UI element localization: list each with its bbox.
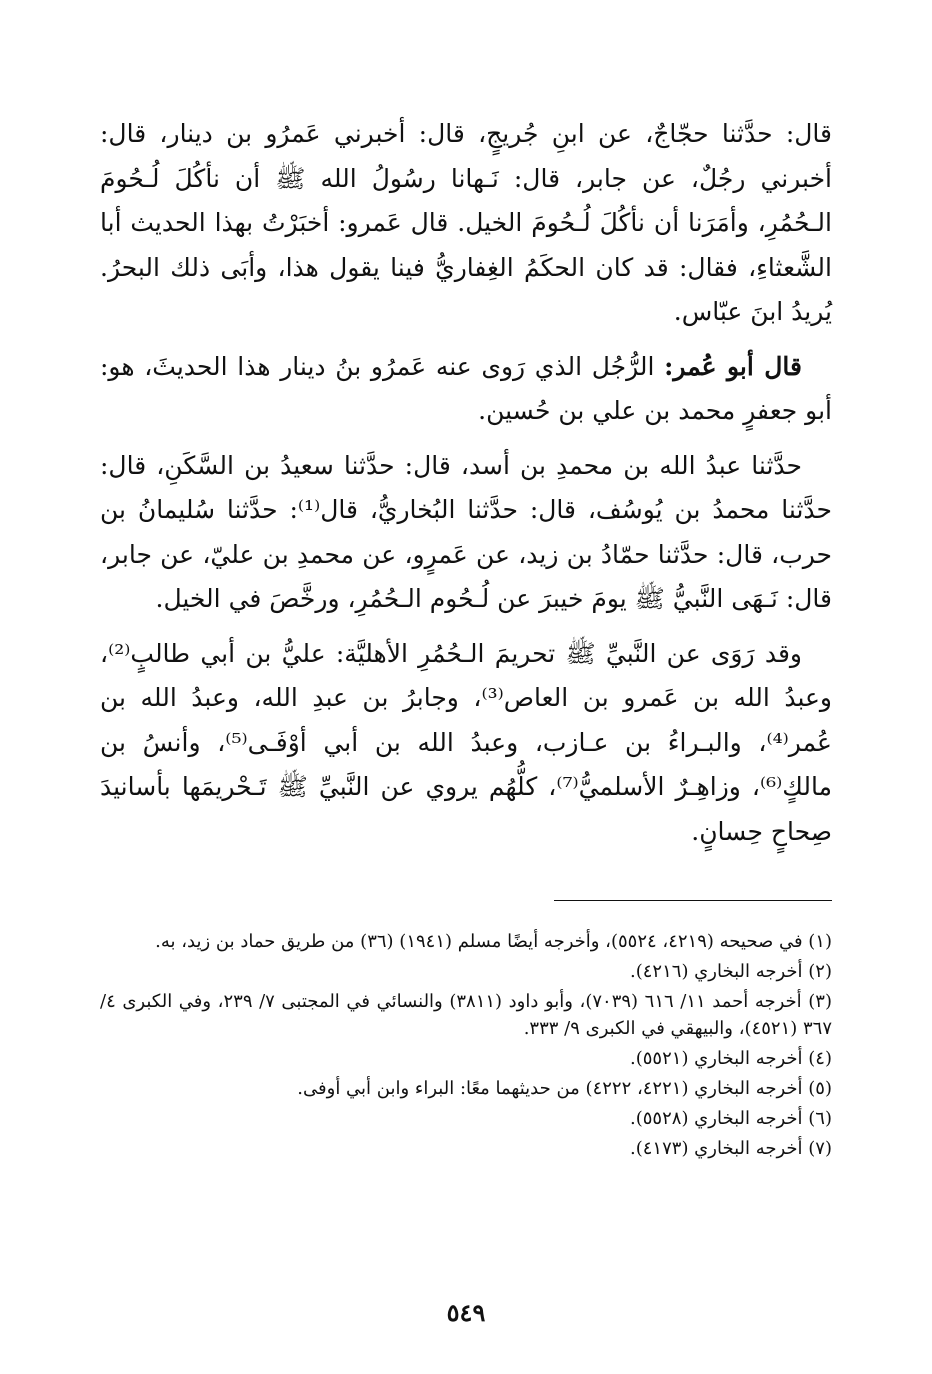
footnote: (١) في صحيحه (٤٢١٩، ٥٥٢٤)، وأخرجه أيضًا مسلم (١٩٤١) (٣٦) من طريق حماد بن زيد، به. bbox=[155, 931, 832, 952]
paragraph: حدَّثنا عبدُ الله بن محمدِ بن أسد، قال: حدَّثنا سعيدُ بن السَّكَنِ، قال: حدَّثنا محمدُ بن يُوسُف، قال: حدَّثنا البُخاريُّ، قال⁽¹⁾: حدَّثنا سُليمانُ بن حرب، قال: حدَّثنا حمّادُ بن زيد، عن عَمرٍو، عن محمدِ بن عليّ، عن جابر، قال: نَـهَى النَّبيُّ ﷺ يومَ خيبرَ عن لُـحُوم الـحُمُرِ، ورخَّصَ في الخيل. bbox=[100, 450, 832, 613]
footnote: (٦) أخرجه البخاري (٥٥٢٨). bbox=[630, 1108, 832, 1129]
paragraph: قال: حدَّثنا حجّاجٌ، عن ابنِ جُريجٍ، قال: أخبرني عَمرُو بن دينار، قال: أخبرني رجُلٌ، عن جابر، قال: نَـهانا رسُولُ الله ﷺ أن نأكُلَ لُـحُومَ الـحُمُرِ، وأمَرَنا أن نأكُلَ لُـحُومَ الخيل. قال عَمرو: أخبَرْتُ بهذا الحديث أبا الشَّعثاءِ، فقال: قد كان الحكَمُ الغِفاريُّ فينا يقول هذا، وأبَى ذلك البحرُ. يُريدُ ابنَ عبّاس. bbox=[100, 119, 832, 326]
footnotes bbox=[100, 928, 832, 1165]
footnote: (٥) أخرجه البخاري (٤٢٢١، ٤٢٢٢) من حديثهما معًا: البراء وابن أبي أوفى. bbox=[297, 1078, 832, 1099]
main-text bbox=[100, 112, 832, 864]
paragraph-body: الرُّجُل الذي رَوى عنه عَمرُو بنُ دينار هذا الحديثَ، هو: أبو جعفرٍ محمد بن علي بن حُسين. bbox=[100, 351, 832, 425]
footnote: (٣) أخرجه أحمد ١١/ ٦١٦ (٧٠٣٩)، وأبو داود (٣٨١١) والنسائي في المجتبى ٧/ ٢٣٩، وفي الكبرى ٤/ ٣٦٧ (٤٥٢١)، والبيهقي في الكبرى ٩/ ٣٣٣. bbox=[100, 991, 832, 1039]
footnote: (٤) أخرجه البخاري (٥٥٢١). bbox=[630, 1048, 832, 1069]
footnote-divider bbox=[554, 900, 832, 901]
footnote: (٧) أخرجه البخاري (٤١٧٣). bbox=[630, 1138, 832, 1159]
footnote: (٢) أخرجه البخاري (٤٢١٦). bbox=[630, 961, 832, 982]
page-number: ٥٤٩ bbox=[446, 1298, 486, 1327]
paragraph-lead: قال أبو عُمر: bbox=[664, 351, 803, 381]
paragraph bbox=[100, 345, 832, 434]
paragraph: وقد رَوَى عن النَّبيِّ ﷺ تحريمَ الـحُمُرِ الأهليَّة: عليُّ بن أبي طالبٍ⁽²⁾، وعبدُ الله بن عَمرو بن العاص⁽³⁾، وجابرُ بن عبدِ الله، وعبدُ الله بن عُمر⁽⁴⁾، والبـراءُ بن عـازب، وعبدُ الله بن أبي أوْفَـى⁽⁵⁾، وأنسُ بن مالكٍ⁽⁶⁾، وزاهِـرٌ الأسلميُّ⁽⁷⁾، كلُّهُم يروي عن النَّبيِّ ﷺ تَـحْريمَها بأسانيدَ صِحاحٍ حِسانٍ. bbox=[100, 638, 832, 846]
